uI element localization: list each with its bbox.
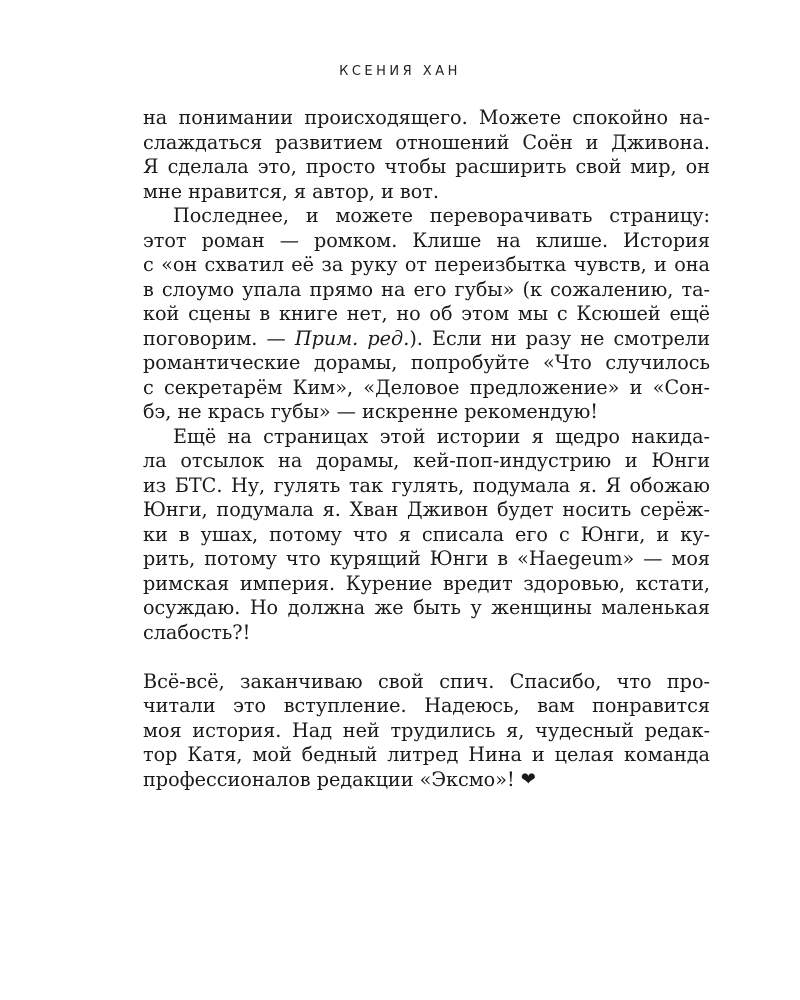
paragraph-3 [143, 425, 710, 646]
section-break [143, 645, 710, 670]
text-line: моя история. Над ней трудились я, чудесный редак- [143, 718, 710, 742]
text-line-with-editor-note [143, 327, 710, 352]
text-line: ки в ушах, потому что я списала его с Юнги, и ку- [143, 522, 710, 546]
text-line: Последнее, и можете переворачивать страницу: [173, 204, 710, 227]
paragraph-4 [143, 670, 710, 793]
text-line: осуждаю. Но должна же быть у женщины маленькая [143, 596, 710, 619]
text-line: из БТС. Ну, гулять так гулять, подумала я. Я обожаю [143, 473, 710, 497]
text-line: романтические дорамы, попробуйте «Что случилось [143, 351, 710, 374]
text-line: этот роман — ромком. Клише на клише. История [143, 228, 710, 252]
text-line: ла отсылок на дорамы, кей-поп-индустрию и Юнги [143, 449, 710, 472]
text-line: бэ, не крась губы» — искренне рекомендую! [143, 400, 599, 423]
heart-icon: ❤ [520, 768, 536, 790]
running-head: КСЕНИЯ ХАН [339, 64, 461, 79]
body-text [143, 106, 710, 792]
text-line: слабость?! [143, 620, 251, 644]
text-fragment: профессионалов редакции «Эксмо»! [143, 767, 515, 791]
paragraph-2 [143, 204, 710, 425]
text-line: Ещё на страницах этой истории я щедро накида- [173, 424, 710, 448]
text-fragment: ). Если ни разу не смотрели [409, 326, 710, 350]
text-line: на понимании происходящего. Можете спокойно на- [143, 106, 710, 129]
text-line: Юнги, подумала я. Хван Дживон будет носить серёж- [143, 498, 710, 521]
paragraph-1 [143, 106, 710, 204]
text-line: с секретарём Ким», «Деловое предложение» и «Сон- [143, 375, 710, 399]
text-fragment: поговорим. — [143, 326, 295, 350]
text-line: Всё-всё, заканчиваю свой спич. Спасибо, что про- [143, 669, 710, 693]
text-line: читали это вступление. Надеюсь, вам понравится [143, 694, 710, 717]
text-line: с «он схватил её за руку от переизбытка чувств, и она [143, 253, 710, 276]
text-line: тор Катя, мой бедный литред Нина и целая команда [143, 743, 710, 766]
text-line: Я сделала это, просто чтобы расширить свой мир, он [143, 155, 710, 178]
text-line: мне нравится, я автор, и вот. [143, 179, 439, 203]
text-line: рить, потому что курящий Юнги в «Haegeum» — моя [143, 547, 710, 570]
text-line: слаждаться развитием отношений Соён и Дживона. [143, 130, 710, 154]
text-line: кой сцены в книге нет, но об этом мы с Ксюшей ещё [143, 302, 710, 325]
editor-note: Прим. ред. [294, 326, 410, 350]
text-line: римская империя. Курение вредит здоровью, кстати, [143, 571, 710, 595]
text-line-final [143, 768, 710, 793]
text-line: в слоумо упала прямо на его губы» (к сожалению, та- [143, 277, 710, 301]
